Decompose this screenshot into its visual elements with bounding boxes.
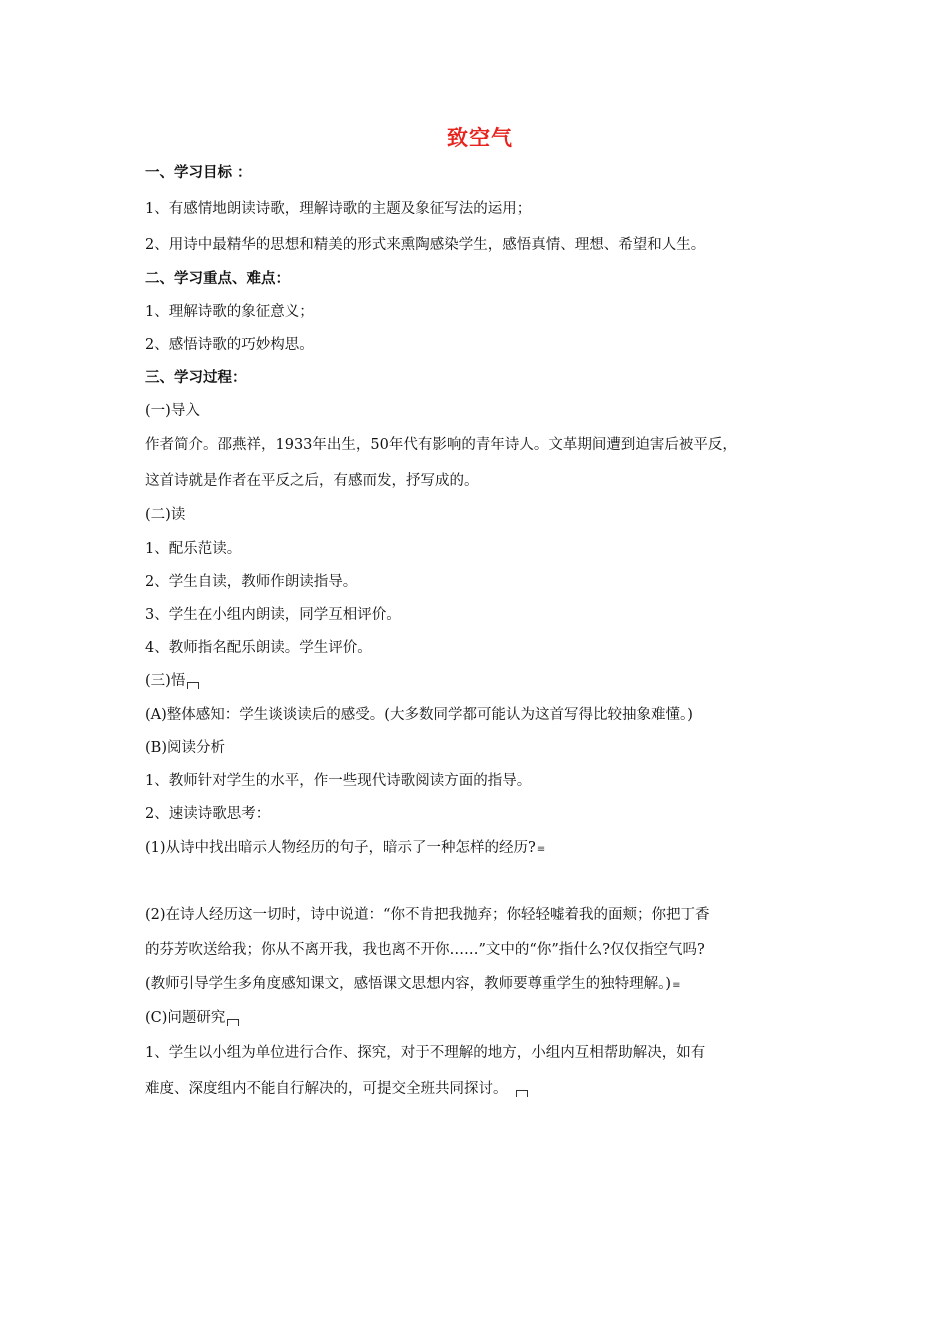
subheading-research-row bbox=[145, 1008, 239, 1028]
analysis-item-2: 2、速读诗歌思考： bbox=[145, 806, 271, 822]
question-2-line-1: (2)在诗人经历这一切时，诗中说道：“你不肯把我抛弃；你轻轻嘘着我的面颊；你把丁香 bbox=[145, 907, 710, 923]
subheading-intro: (一)导入 bbox=[145, 403, 200, 419]
heading-learning-process: 三、学习过程： bbox=[145, 370, 247, 386]
paragraph-mark-icon bbox=[516, 1090, 528, 1097]
read-item-3: 3、学生在小组内朗读，同学互相评价。 bbox=[145, 607, 401, 623]
read-item-2: 2、学生自读，教师作朗读指导。 bbox=[145, 574, 358, 590]
read-item-1: 1、配乐范读。 bbox=[145, 541, 242, 557]
overall-perception: (A)整体感知：学生谈谈读后的感受。(大多数同学都可能认为这首写得比较抽象难懂。) bbox=[145, 707, 693, 723]
question-2-line-2: 的芬芳吹送给我；你从不离开我，我也离不开你……”文中的“你”指什么?仅仅指空气吗? bbox=[145, 942, 705, 958]
intro-paragraph-line-2: 这首诗就是作者在平反之后，有感而发，抒写成的。 bbox=[145, 473, 479, 489]
question-1: (1)从诗中找出暗示人物经历的句子，暗示了一种怎样的经历? bbox=[145, 840, 536, 856]
subheading-understand-row bbox=[145, 671, 199, 691]
research-line-2: 难度、深度组内不能自行解决的，可提交全班共同探讨。 bbox=[145, 1081, 508, 1097]
subheading-understand: (三)悟 bbox=[145, 673, 186, 689]
line-end-mark-icon: ≡ bbox=[672, 980, 681, 991]
teacher-note-row bbox=[145, 974, 680, 996]
heading-key-points: 二、学习重点、难点： bbox=[145, 271, 290, 287]
question-1-row bbox=[145, 838, 545, 860]
research-line-2-row bbox=[145, 1079, 528, 1099]
goal-item-1: 1、有感情地朗读诗歌，理解诗歌的主题及象征写法的运用； bbox=[145, 201, 532, 217]
analysis-item-1: 1、教师针对学生的水平，作一些现代诗歌阅读方面的指导。 bbox=[145, 773, 532, 789]
subheading-read: (二)读 bbox=[145, 507, 186, 523]
read-item-4: 4、教师指名配乐朗读。学生评价。 bbox=[145, 640, 372, 656]
heading-learning-goals: 一、学习目标 ： bbox=[145, 165, 252, 181]
research-line-1: 1、学生以小组为单位进行合作、探究，对于不理解的地方，小组内互相帮助解决，如有 bbox=[145, 1045, 706, 1061]
key-point-item-2: 2、感悟诗歌的巧妙构思。 bbox=[145, 337, 314, 353]
goal-item-2: 2、用诗中最精华的思想和精美的形式来熏陶感染学生，感悟真情、理想、希望和人生。 bbox=[145, 237, 706, 253]
teacher-note: (教师引导学生多角度感知课文，感悟课文思想内容，教师要尊重学生的独特理解。) bbox=[145, 976, 672, 992]
subheading-research: (C)问题研究 bbox=[145, 1010, 226, 1026]
paragraph-mark-icon bbox=[187, 682, 199, 689]
paragraph-mark-icon bbox=[227, 1019, 239, 1026]
key-point-item-1: 1、理解诗歌的象征意义； bbox=[145, 304, 314, 320]
subheading-reading-analysis: (B)阅读分析 bbox=[145, 740, 225, 756]
document-title: 致空气 bbox=[447, 126, 513, 150]
line-end-mark-icon: ≡ bbox=[536, 844, 546, 855]
intro-paragraph-line-1: 作者简介。邵燕祥，1933年出生，50年代有影响的青年诗人。文革期间遭到迫害后被平反， bbox=[145, 437, 737, 453]
